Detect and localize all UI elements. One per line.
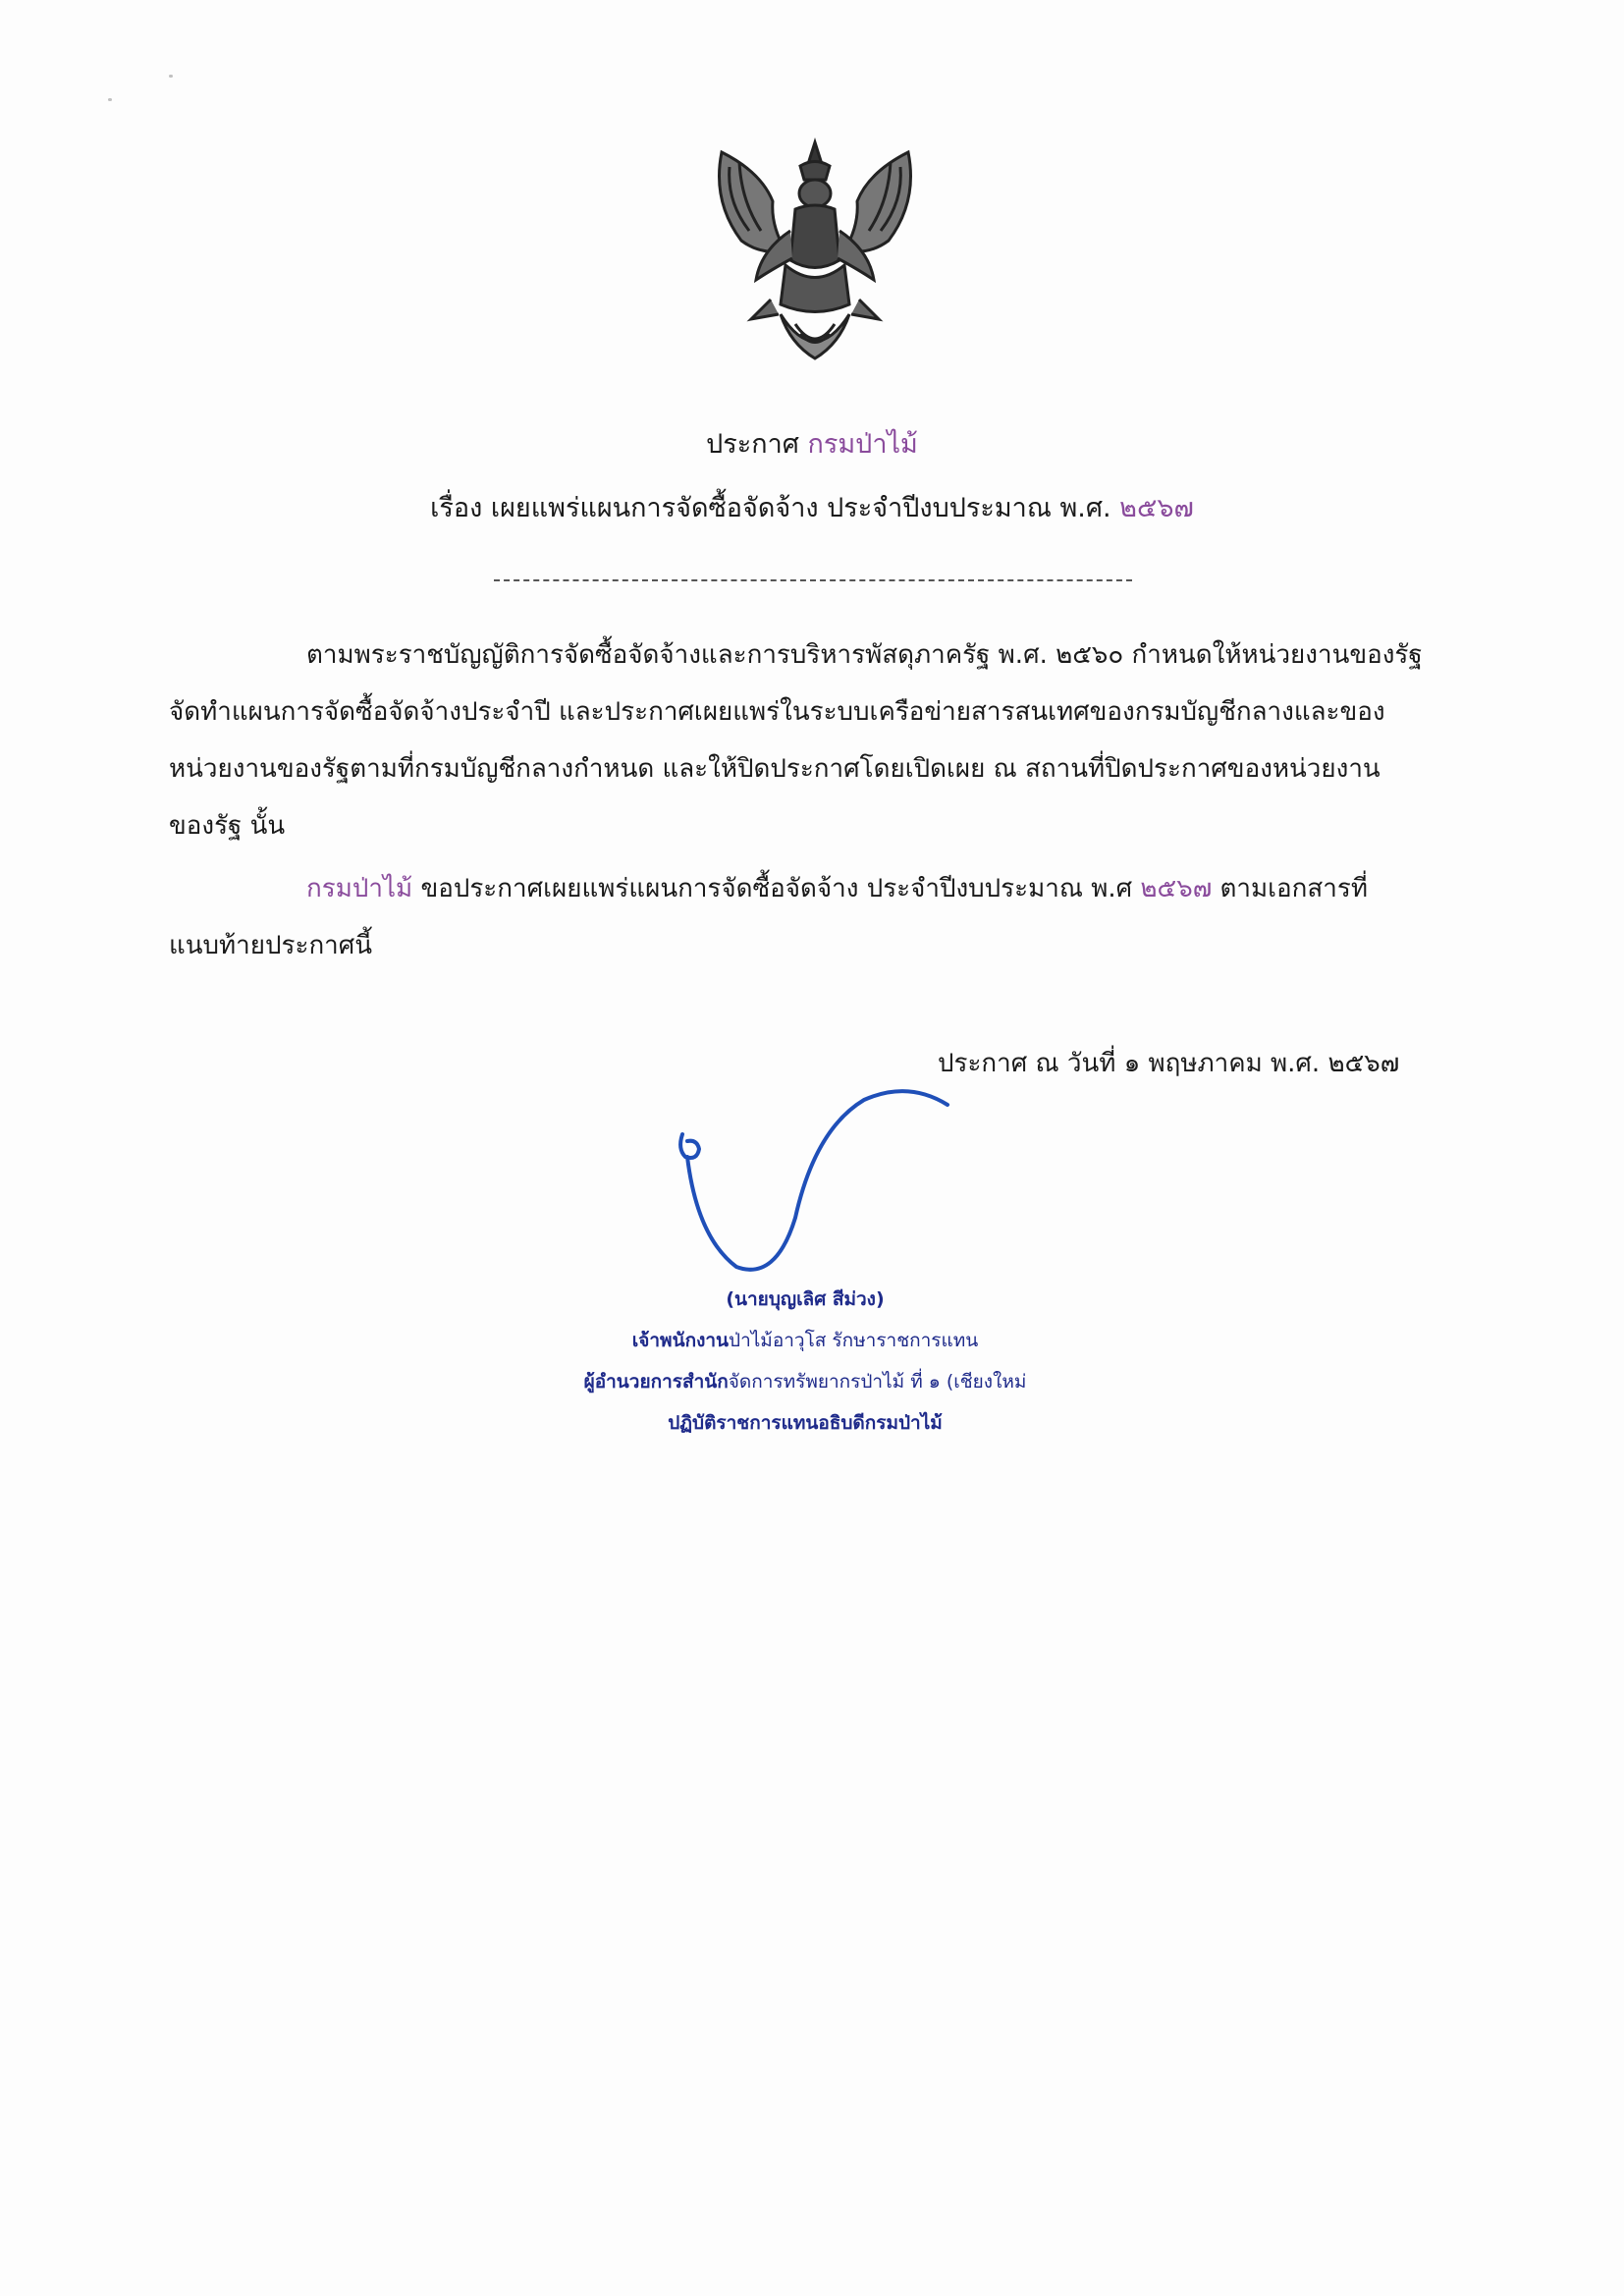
paragraph-2-organization: กรมป่าไม้ <box>306 874 413 903</box>
paragraph-1-line: ตามพระราชบัญญัติการจัดซื้อจัดจ้างและการบริหารพัสดุภาครัฐ พ.ศ. ๒๕๖๐ กำหนดให้หน่วยงานของรัฐ <box>306 640 1423 670</box>
handwritten-signature <box>628 1070 982 1306</box>
subject-year: ๒๕๖๗ <box>1119 493 1194 523</box>
scan-speck <box>108 98 112 101</box>
signer-position-text: จัดการทรัพยากรป่าไม้ ที่ ๑ (เชียงใหม่ <box>728 1371 1027 1393</box>
signer-position-line-2 <box>432 1367 1178 1396</box>
scan-speck <box>169 75 173 78</box>
paragraph-1 <box>169 627 1465 854</box>
paragraph-2-text: ตามเอกสารที่ <box>1219 874 1368 903</box>
paragraph-2-line: แนบท้ายประกาศนี้ <box>169 931 373 960</box>
paragraph-2-line <box>169 860 1465 917</box>
paragraph-2-year: ๒๕๖๗ <box>1140 874 1213 903</box>
paragraph-1-line: หน่วยงานของรัฐตามที่กรมบัญชีกลางกำหนด และให้ปิดประกาศโดยเปิดเผย ณ สถานที่ปิดประกาศของหน่วยงาน <box>169 754 1380 784</box>
paragraph-2 <box>169 860 1465 974</box>
paragraph-2-text: ขอประกาศเผยแพร่แผนการจัดซื้อจัดจ้าง ประจำปีงบประมาณ พ.ศ <box>420 874 1133 903</box>
signer-position-bold: เจ้าพนักงาน <box>631 1330 730 1351</box>
signer-position-line-3: ปฏิบัติราชการแทนอธิบดีกรมป่าไม้ <box>668 1412 943 1434</box>
signer-name: (นายบุญเลิศ สีม่วง) <box>726 1288 885 1310</box>
dashed-separator <box>494 579 1132 581</box>
announcement-subject <box>0 486 1624 528</box>
signer-position-line-1 <box>432 1326 1178 1355</box>
signer-position-bold: ผู้อำนวยการสำนัก <box>583 1371 729 1393</box>
title-prefix: ประกาศ <box>706 429 799 460</box>
paragraph-1-line: ของรัฐ นั้น <box>169 811 286 841</box>
paragraph-1-line: จัดทำแผนการจัดซื้อจัดจ้างประจำปี และประกาศเผยแพร่ในระบบเครือข่ายสารสนเทศของกรมบัญชีกลางและของ <box>169 697 1385 727</box>
announcement-title <box>0 422 1624 465</box>
subject-text: เรื่อง เผยแพร่แผนการจัดซื้อจัดจ้าง ประจำปีงบประมาณ พ.ศ. <box>430 493 1111 523</box>
signer-position-text: ป่าไม้อาวุโส รักษาราชการแทน <box>729 1330 979 1351</box>
garuda-emblem-icon <box>702 133 928 368</box>
announcement-date: ประกาศ ณ วันที่ ๑ พฤษภาคม พ.ศ. ๒๕๖๗ <box>938 1049 1400 1078</box>
title-organization: กรมป่าไม้ <box>807 429 918 460</box>
